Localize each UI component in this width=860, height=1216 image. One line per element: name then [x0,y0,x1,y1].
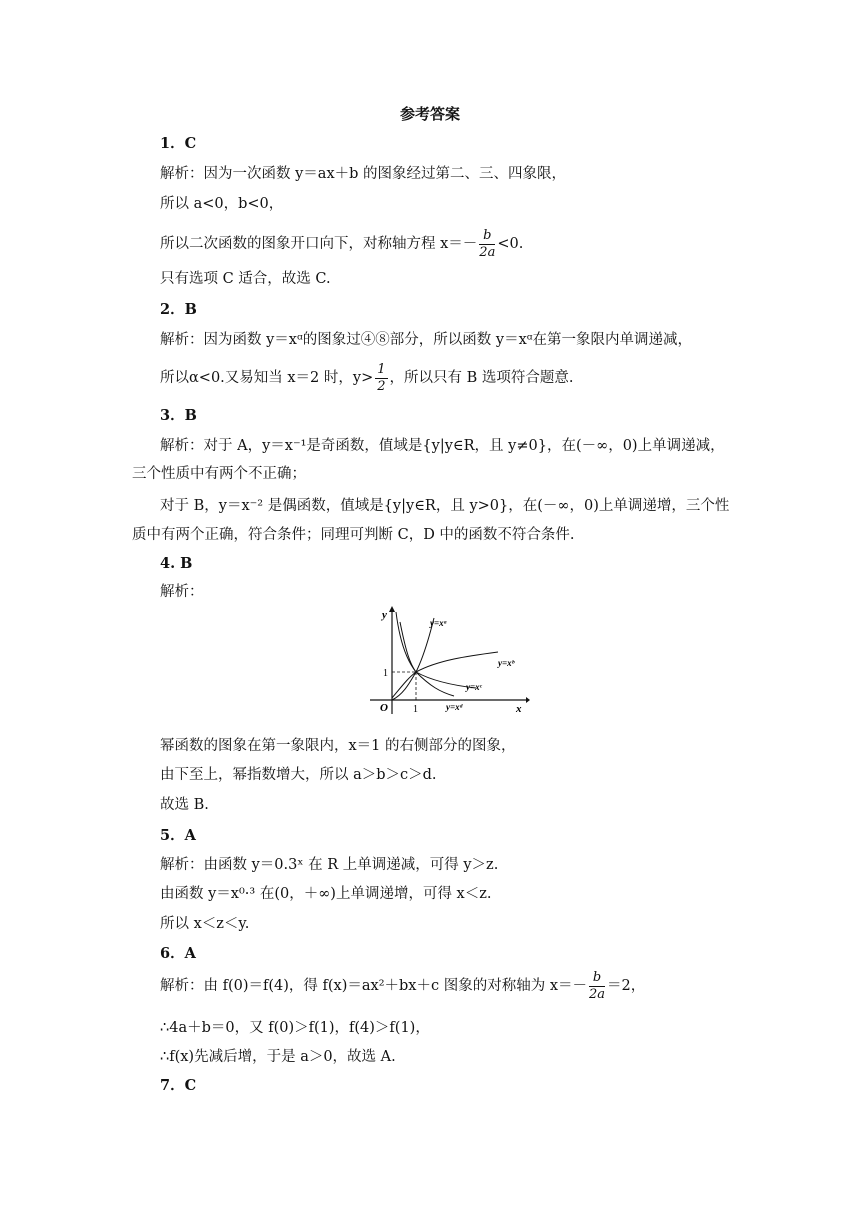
tick-label-y: 1 [383,668,388,679]
text-segment: <0. [497,236,524,252]
text-line: ∴f(x)先减后增，于是 a＞0，故选 A. [160,1049,396,1065]
origin-label: O [380,702,388,714]
curve-label-d: y=xᵈ [446,702,463,712]
text-line: 解析：由函数 y＝0.3ˣ 在 R 上单调递减，可得 y＞z. [160,857,499,873]
fraction [589,970,605,1003]
curve-label-a: y=xᵃ [430,618,447,628]
fraction-denominator: 2a [589,986,606,1002]
text-segment: ，所以只有 B 选项符合题意. [389,370,574,386]
answer-2: 2．B [160,301,197,318]
text-line: 所以 x＜z＜y. [160,916,250,932]
fraction [479,228,495,261]
text-line: 故选 B. [160,797,209,813]
text-line: 对于 B，y＝x⁻² 是偶函数，值域是{y|y∈R，且 y>0}，在(－∞，0)上单调递增，三个性 [160,498,730,514]
text-line: 解析：因为函数 y＝xᵅ的图象过④⑧部分，所以函数 y＝xᵅ在第一象限内单调递减， [160,332,693,348]
axis-label-y: y [382,609,387,621]
curve-label-b: y=xᵇ [498,658,515,668]
text-line: 由下至上，幂指数增大，所以 a＞b＞c＞d. [160,767,437,783]
text-line: 三个性质中有两个不正确； [132,466,306,482]
text-segment: 解析：由 f(0)＝f(4)，得 f(x)＝ax²＋bx＋c 图象的对称轴为 x＝－ [160,978,587,994]
text-segment: 所以二次函数的图象开口向下，对称轴方程 x＝－ [160,236,478,252]
fraction-denominator: 2a [479,244,496,260]
text-line: 质中有两个正确，符合条件；同理可判断 C，D 中的函数不符合条件. [132,527,575,543]
y-axis-arrow [389,606,395,612]
answer-7: 7．C [160,1077,197,1094]
answer-6: 6．A [160,945,196,962]
tick-label-x: 1 [413,704,418,715]
text-line-fraction [160,966,645,1006]
answer-5: 5．A [160,827,196,844]
curve-label-c: y=xᶜ [466,682,482,692]
x-axis-arrow [526,697,530,703]
text-line: ∴4a＋b＝0，又 f(0)＞f(1)，f(4)＞f(1)， [160,1020,430,1036]
fraction-numerator: b [479,228,495,245]
text-line: 解析： [160,584,204,600]
answer-4: 4. B [160,555,193,572]
answer-3: 3．B [160,407,197,424]
fraction-numerator: 1 [377,361,386,377]
curve-c [400,622,476,688]
answer-1: 1．C [160,135,197,152]
text-line-fraction [160,224,523,264]
curve-a [392,618,434,700]
page-title: 参考答案 [399,105,460,123]
axis-label-x: x [516,703,522,715]
fraction-numerator: b [589,970,605,987]
text-line: 只有选项 C 适合，故选 C. [160,271,331,287]
text-line: 由函数 y＝x⁰·³ 在(0，＋∞)上单调递增，可得 x＜z. [160,886,492,902]
power-function-graph [368,604,530,716]
text-line: 解析：对于 A，y＝x⁻¹是奇函数，值域是{y|y∈R，且 y≠0}，在(－∞，0)上单调递减， [160,438,725,454]
text-line: 所以 a<0，b<0， [160,196,284,212]
text-line: 幂函数的图象在第一象限内，x＝1 的右侧部分的图象， [160,738,516,754]
text-line-fraction [160,358,574,398]
fraction [375,362,387,395]
fraction-denominator: 2 [377,378,386,394]
text-line: 解析：因为一次函数 y＝ax＋b 的图象经过第二、三、四象限， [160,166,567,182]
text-segment: 所以α<0.又易知当 x＝2 时，y> [160,370,374,386]
text-segment: ＝2， [607,978,646,994]
